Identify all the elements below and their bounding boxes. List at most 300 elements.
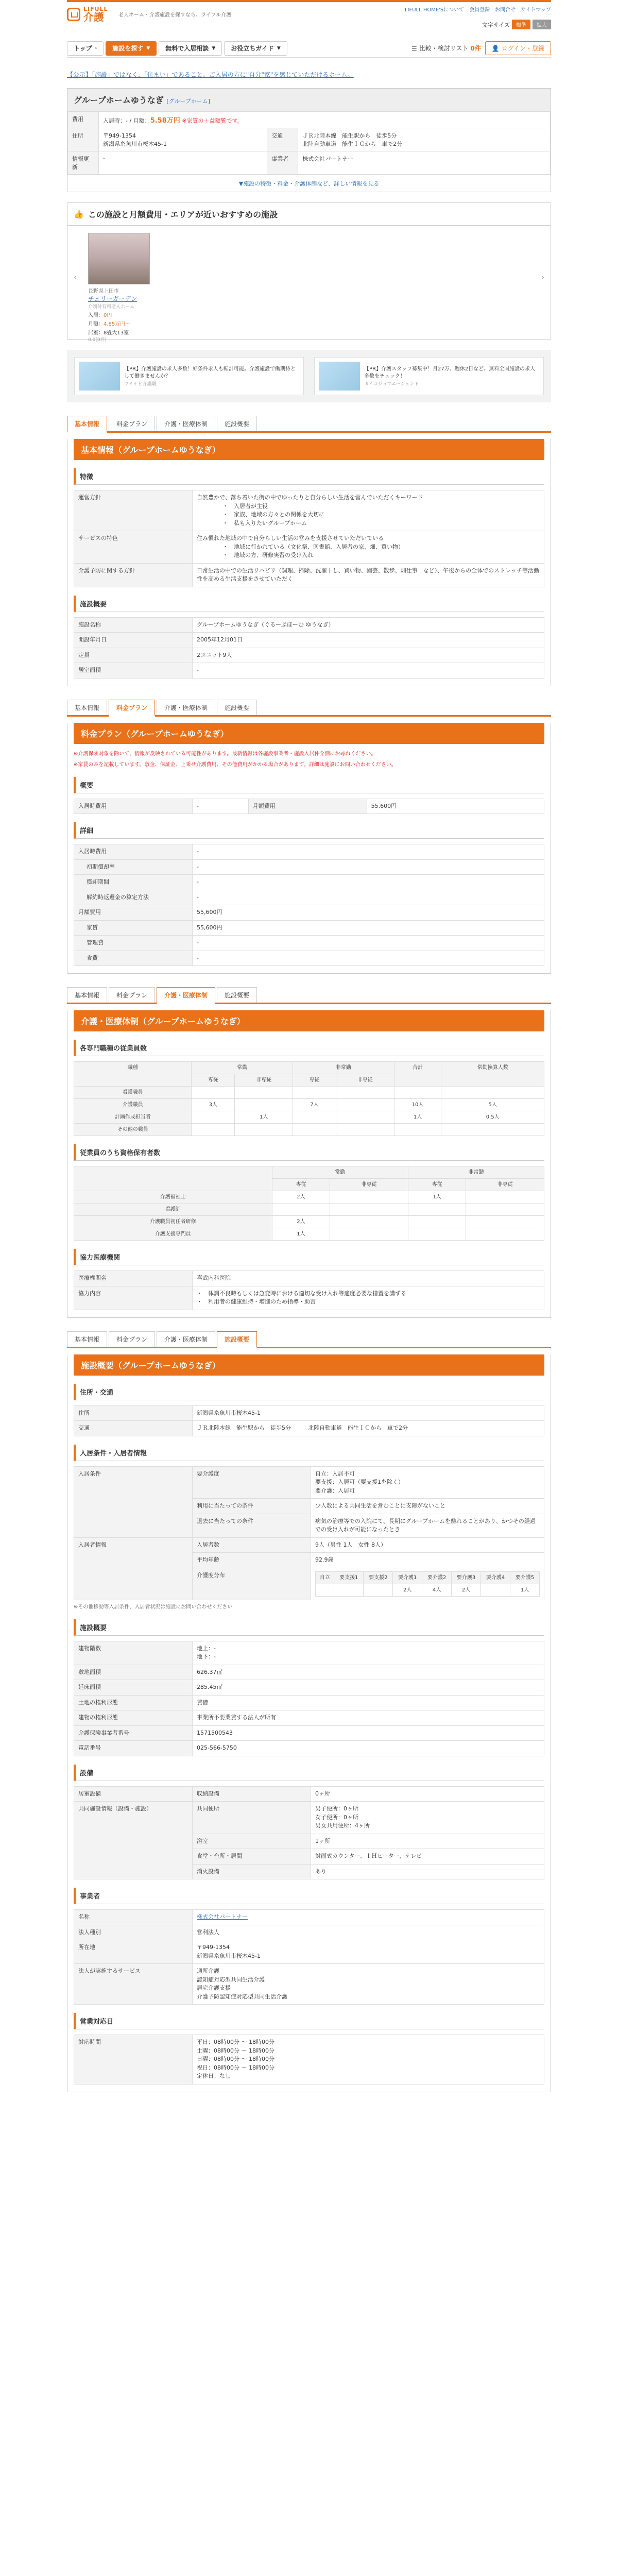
cell: 2人 bbox=[272, 1191, 330, 1204]
cell bbox=[441, 1087, 544, 1099]
row-value: 自立：入居不可 要支援：入居可（要支援1を除く） 要介護：入居可 bbox=[311, 1466, 544, 1499]
user-icon: 👤 bbox=[491, 45, 500, 52]
nav-guide[interactable] bbox=[224, 41, 287, 56]
ad-image bbox=[79, 362, 120, 391]
row-bullet: ・ 地域の方、研修実習の受け入れ bbox=[222, 552, 313, 558]
logo-brand: LIFULL bbox=[83, 6, 108, 12]
cell bbox=[466, 1191, 544, 1204]
row-value: 55,600円 bbox=[193, 920, 544, 936]
col-subheader: 非専従 bbox=[336, 1074, 394, 1087]
site-tagline: 老人ホーム・介護施設を探すなら、ライフル介護 bbox=[118, 12, 231, 18]
ad-image bbox=[319, 362, 360, 391]
cell: 2人 bbox=[272, 1216, 330, 1228]
cell bbox=[235, 1124, 293, 1136]
row-value: 少人数による共同生活を営むことに支障がないこと bbox=[311, 1499, 544, 1514]
facility-summary-card bbox=[67, 88, 551, 192]
section-tabs bbox=[67, 416, 551, 433]
cell bbox=[316, 1584, 334, 1596]
cell: 3人 bbox=[192, 1099, 235, 1111]
tab-basic[interactable]: 基本情報 bbox=[67, 416, 107, 433]
row-value: 日常生活の中での生活リハビリ（調理、掃除、洗濯干し、買い物、園芸、散歩、畑仕事 など）、午後からの全体でのストレッチ等活動性を高める生活支援をさせていただく bbox=[193, 563, 544, 587]
nav-top[interactable] bbox=[67, 41, 104, 56]
col-header: 要介護3 bbox=[452, 1571, 481, 1584]
row-value: 025-566-5750 bbox=[193, 1741, 544, 1756]
cell bbox=[235, 1087, 293, 1099]
tab-basic[interactable]: 基本情報 bbox=[67, 700, 107, 715]
cell bbox=[192, 1111, 235, 1124]
row-value: - bbox=[193, 844, 544, 860]
row-label: 電話番号 bbox=[74, 1741, 193, 1756]
carousel-prev-icon[interactable]: ‹ bbox=[74, 272, 77, 282]
tab-outline[interactable]: 施設概要 bbox=[217, 416, 257, 431]
tab-care[interactable]: 介護・医療体制 bbox=[157, 700, 215, 715]
col-header: 常勤換算人数 bbox=[441, 1062, 544, 1087]
cell bbox=[293, 1111, 336, 1124]
row-label: 法人種別 bbox=[74, 1925, 193, 1940]
tab-price[interactable]: 料金プラン bbox=[109, 987, 155, 1003]
compare-list-button[interactable] bbox=[411, 44, 481, 53]
operator-label: 事業者 bbox=[267, 151, 298, 175]
row-label: 入居時費用 bbox=[74, 844, 193, 860]
fee-value bbox=[99, 112, 551, 128]
login-label: ログイン・登録 bbox=[501, 45, 544, 52]
row-bullet: ・ 地域に行かれている（文化祭、図書館、入居者の家、畑、買い物） bbox=[222, 543, 404, 550]
cell bbox=[336, 1111, 394, 1124]
row-label: 浴室 bbox=[193, 1834, 311, 1849]
col-subheader: 専従 bbox=[408, 1179, 466, 1191]
tab-outline[interactable]: 施設概要 bbox=[217, 987, 257, 1003]
recommendation-type: 介護付有料老人ホーム bbox=[88, 304, 135, 310]
col-header: 非常勤 bbox=[293, 1062, 394, 1074]
row-label: 開設年月日 bbox=[74, 633, 193, 648]
cell bbox=[481, 1584, 510, 1596]
hours-heading: 営業対応日 bbox=[74, 2013, 544, 2029]
cell: 0.5人 bbox=[441, 1111, 544, 1124]
building-table bbox=[74, 1641, 544, 1756]
recommendations-title: この施設と月額費用・エリアが近いおすすめの施設 bbox=[88, 210, 278, 219]
row-value: 営利法人 bbox=[193, 1925, 544, 1940]
col-header: 要介護2 bbox=[422, 1571, 452, 1584]
qualification-table bbox=[74, 1166, 544, 1241]
cell bbox=[466, 1228, 544, 1241]
cell: 2人 bbox=[393, 1584, 422, 1596]
cell bbox=[330, 1191, 408, 1204]
cell bbox=[334, 1584, 364, 1596]
equipment-heading: 設備 bbox=[74, 1765, 544, 1781]
cell bbox=[192, 1087, 235, 1099]
recommendation-location: 長野県上田市 bbox=[88, 289, 119, 294]
access-label: 交通 bbox=[267, 128, 298, 151]
cell: 1人 bbox=[272, 1228, 330, 1241]
building-heading: 施設概要 bbox=[74, 1619, 544, 1636]
price-summary-heading: 概要 bbox=[74, 777, 544, 793]
row-label: 償却期間 bbox=[74, 875, 193, 890]
cell bbox=[408, 1204, 466, 1216]
row-text: 住み慣れた地域の中で自分らしい生活の営みを支援させていただいている bbox=[197, 535, 384, 541]
col-subheader: 専従 bbox=[192, 1074, 235, 1087]
row-value: 通所介護 認知症対応型共同生活介護 居宅介護支援 介護予防認知症対応型共同生活介護 bbox=[193, 1964, 544, 2005]
recommendation-entry-label: 入居： bbox=[88, 313, 104, 318]
row-value: 病気の治療等での入院にて、長期にグループホームを離れることがあり、かつその経過での受け入れが可能になったとき bbox=[311, 1514, 544, 1537]
compare-list-label: 比較・検討リスト bbox=[419, 45, 469, 52]
row-value: 〒949-1354 新潟県糸魚川市桜木45-1 bbox=[193, 1940, 544, 1964]
cell bbox=[336, 1099, 394, 1111]
tab-price[interactable]: 料金プラン bbox=[109, 1331, 155, 1347]
row-value: 626.37㎡ bbox=[193, 1665, 544, 1680]
qualification-heading: 従業員のうち資格保有者数 bbox=[74, 1144, 544, 1161]
entry-fee-label: 入居時費用 bbox=[74, 799, 193, 814]
monthly-fee-value: 55,600円 bbox=[367, 799, 544, 814]
price-note: ※介護保険対象を除いて、情報が反映されている可能性があります。最新情報は各施設事業者・施設入居仲介側にお尋ねください。 bbox=[74, 751, 376, 757]
row-label: 所在地 bbox=[74, 1940, 193, 1964]
recommendation-room-value: 8畳大13室 bbox=[104, 330, 129, 336]
row-label: 管理費 bbox=[74, 936, 193, 951]
equipment-table bbox=[74, 1786, 544, 1880]
site-header bbox=[67, 0, 551, 39]
row-label: 介護度分布 bbox=[193, 1568, 311, 1600]
group-label: 居室設備 bbox=[74, 1786, 193, 1802]
utility-link-about[interactable]: LIFULL HOME'Sについて bbox=[404, 7, 465, 13]
basic-info-heading: 基本情報（グループホームゆうなぎ） bbox=[74, 439, 544, 460]
row-label: 消火設備 bbox=[193, 1864, 311, 1879]
nav-top-label: トップ bbox=[74, 45, 92, 52]
facility-summary-table bbox=[67, 111, 551, 175]
row-label: 土地の権利形態 bbox=[74, 1695, 193, 1710]
price-heading: 料金プラン（グループホームゆうなぎ） bbox=[74, 723, 544, 744]
row-label: 解約時返還金の算定方法 bbox=[74, 890, 193, 905]
font-size-standard-button[interactable]: 標準 bbox=[512, 20, 530, 29]
row-label: 介護予防に関する方針 bbox=[74, 563, 193, 587]
row-value: 賃借 bbox=[193, 1695, 544, 1710]
main-nav bbox=[67, 39, 551, 58]
row-value: - bbox=[193, 936, 544, 951]
row-label: 共同便所 bbox=[193, 1802, 311, 1834]
carousel-next-icon[interactable]: › bbox=[541, 272, 544, 282]
business-heading: 事業者 bbox=[74, 1888, 544, 1904]
care-heading: 介護・医療体制（グループホームゆうなぎ） bbox=[74, 1010, 544, 1031]
basic-info-section bbox=[67, 439, 551, 686]
tab-basic[interactable]: 基本情報 bbox=[67, 987, 107, 1003]
row-label: 月額費用 bbox=[74, 905, 193, 921]
notice-link[interactable]: 【公示】「施設」ではなく、「住まい」であること。ご入居の方に"自分"家"を感じていただけるホーム。 bbox=[67, 71, 354, 78]
row-label: 敷地面積 bbox=[74, 1665, 193, 1680]
group-label: 共同施設情報（設備・施設） bbox=[74, 1802, 193, 1879]
facility-title bbox=[67, 89, 551, 111]
row-label: 医療機関名 bbox=[74, 1271, 193, 1286]
row-value: 地上：- 地下：- bbox=[193, 1641, 544, 1665]
feature-heading: 特徴 bbox=[74, 468, 544, 485]
cell: 1人 bbox=[235, 1111, 293, 1124]
row-label: 介護職員 bbox=[74, 1099, 192, 1111]
row-label: 定員 bbox=[74, 648, 193, 663]
row-value: - bbox=[193, 951, 544, 966]
care-section bbox=[67, 1010, 551, 1318]
cell: 7人 bbox=[293, 1099, 336, 1111]
ad-banners bbox=[67, 350, 551, 402]
outline-section bbox=[67, 1354, 551, 2092]
tab-care[interactable]: 介護・医療体制 bbox=[157, 1331, 215, 1347]
row-label: 建物の権利形態 bbox=[74, 1710, 193, 1726]
site-logo[interactable] bbox=[67, 6, 108, 22]
fee-label: 費用 bbox=[68, 112, 99, 128]
row-label: サービスの特色 bbox=[74, 531, 193, 564]
row-label: 住所 bbox=[74, 1405, 193, 1421]
col-subheader: 非専従 bbox=[466, 1179, 544, 1191]
cell bbox=[330, 1228, 408, 1241]
status-label: 情報更新 bbox=[68, 151, 99, 175]
row-label: 看護職員 bbox=[74, 1087, 192, 1099]
login-button[interactable] bbox=[485, 41, 551, 55]
cell bbox=[466, 1216, 544, 1228]
fee-mid: / 月額： bbox=[127, 117, 150, 124]
row-label: 居室面積 bbox=[74, 663, 193, 679]
col-subheader: 専従 bbox=[272, 1179, 330, 1191]
row-label: 介護支援専門員 bbox=[74, 1228, 272, 1241]
cell: 4人 bbox=[422, 1584, 452, 1596]
chevron-right-icon: › bbox=[95, 45, 97, 51]
cell bbox=[235, 1099, 293, 1111]
row-value: 55,600円 bbox=[193, 905, 544, 921]
col-subheader: 専従 bbox=[293, 1074, 336, 1087]
font-size-control bbox=[482, 20, 551, 29]
cell bbox=[466, 1204, 544, 1216]
facility-type-link[interactable]: [グループホーム] bbox=[166, 98, 211, 105]
recommendations-carousel bbox=[67, 226, 551, 343]
utility-link-contact[interactable]: お問合せ bbox=[495, 7, 516, 13]
conditions-note: ※その他移動等入居条件、入居者状況は施設にお問い合わせください bbox=[74, 1604, 233, 1610]
recommendation-room bbox=[88, 328, 150, 336]
row-value bbox=[193, 531, 544, 564]
recommendation-monthly-label: 月額： bbox=[88, 321, 104, 327]
row-label: 食堂・台所・居間 bbox=[193, 1849, 311, 1865]
price-summary-table bbox=[74, 799, 544, 815]
coop-heading: 協力医療機関 bbox=[74, 1249, 544, 1265]
row-label: 法人が実施するサービス bbox=[74, 1964, 193, 2005]
col-header: 要支援1 bbox=[334, 1571, 364, 1584]
section-tabs bbox=[67, 987, 551, 1004]
col-header: 非常勤 bbox=[408, 1166, 544, 1179]
row-value: 対面式カウンター、ＩＨヒーター、テレビ bbox=[311, 1849, 544, 1865]
cell bbox=[272, 1204, 330, 1216]
conditions-table bbox=[74, 1466, 544, 1600]
cell: 1人 bbox=[408, 1191, 466, 1204]
row-label: 退去に当たっての条件 bbox=[193, 1514, 311, 1537]
access-value: ＪＲ北陸本線 能生駅から 徒歩5分 北陸自動車道 能生ＩＣから 車で2分 bbox=[298, 128, 551, 151]
section-tabs bbox=[67, 1331, 551, 1348]
row-value: 1571500543 bbox=[193, 1725, 544, 1741]
utility-link-sitemap[interactable]: サイトマップ bbox=[521, 7, 551, 13]
price-detail-table bbox=[74, 844, 544, 966]
row-label: 運営方針 bbox=[74, 490, 193, 531]
row-label: 食費 bbox=[74, 951, 193, 966]
row-label: 施設名称 bbox=[74, 617, 193, 633]
col-header: 常勤 bbox=[192, 1062, 293, 1074]
row-value: 男子便所：0ヶ所 女子便所：0ヶ所 男女共用便所：4ヶ所 bbox=[311, 1802, 544, 1834]
row-value: ＪＲ北陸本線 能生駅から 徒歩5分 北陸自動車道 能生ＩＣから 車で2分 bbox=[193, 1421, 544, 1436]
cell bbox=[293, 1124, 336, 1136]
utility-links bbox=[405, 5, 551, 13]
row-label: その他の職員 bbox=[74, 1124, 192, 1136]
group-label: 入居者情報 bbox=[74, 1537, 193, 1600]
col-header: 要介護4 bbox=[481, 1571, 510, 1584]
row-bullet: ・ 私も入りたいグループホーム bbox=[222, 519, 307, 527]
row-value: - bbox=[193, 663, 544, 679]
tab-price[interactable]: 料金プラン bbox=[109, 700, 155, 717]
cell bbox=[441, 1124, 544, 1136]
row-text: 自然豊かで、落ち着いた街の中でゆったりと自分らしい生活を営んでいただくキーワード bbox=[197, 494, 423, 501]
col-header: 自立 bbox=[316, 1571, 334, 1584]
ad-source: カイゴジョブエージェント bbox=[364, 381, 419, 387]
operator-value: 株式会社パートナー bbox=[298, 151, 551, 175]
row-bullet: ・ 入居者が主役 bbox=[222, 502, 268, 510]
monthly-fee-label: 月額費用 bbox=[248, 799, 367, 814]
row-label: 初期償却率 bbox=[74, 859, 193, 875]
row-label: 協力内容 bbox=[74, 1286, 193, 1310]
col-subheader: 非専従 bbox=[235, 1074, 293, 1087]
fee-monthly: 5.58万円 bbox=[150, 117, 180, 125]
row-label: 対応時間 bbox=[74, 2035, 193, 2084]
outline-heading: 施設概要（グループホームゆうなぎ） bbox=[74, 1354, 544, 1376]
coop-table bbox=[74, 1270, 544, 1310]
care-level-table bbox=[315, 1571, 540, 1597]
cell bbox=[330, 1216, 408, 1228]
cell bbox=[394, 1124, 441, 1136]
recommendations-heading bbox=[67, 203, 551, 226]
facility-type: グループホーム bbox=[168, 98, 208, 105]
row-value: 92.9歳 bbox=[311, 1553, 544, 1568]
cell: 2人 bbox=[452, 1584, 481, 1596]
row-label: 入居者数 bbox=[193, 1537, 311, 1553]
cell: 10人 bbox=[394, 1099, 441, 1111]
tab-basic[interactable]: 基本情報 bbox=[67, 1331, 107, 1347]
ad-banner[interactable] bbox=[74, 357, 304, 395]
recommendation-room-label: 居室： bbox=[88, 330, 104, 336]
recommendation-name[interactable]: チェリーガーデン bbox=[88, 295, 138, 302]
cell bbox=[192, 1124, 235, 1136]
business-table bbox=[74, 1909, 544, 2005]
recommendation-rating: 0.0(0件) bbox=[88, 337, 107, 343]
house-icon bbox=[67, 8, 80, 21]
staff-heading: 各専門職種の従業員数 bbox=[74, 1040, 544, 1056]
fee-prefix: 入居時： bbox=[103, 117, 126, 124]
fee-note: ※家賃の＋益額覧です。 bbox=[182, 117, 243, 124]
cell bbox=[408, 1216, 466, 1228]
tab-care[interactable]: 介護・医療体制 bbox=[157, 987, 215, 1004]
chevron-down-icon: ▼ bbox=[146, 45, 150, 51]
facility-name: グループホームゆうなぎ bbox=[74, 95, 164, 105]
row-value: 平日：08時00分 ～ 18時00分 土曜：08時00分 ～ 18時00分 日曜：08時00分 ～ 18時00分 祝日：08時00分 ～ 18時00分 定休日：なし bbox=[193, 2035, 544, 2084]
row-value: 新潟県糸魚川市桜木45-1 bbox=[193, 1405, 544, 1421]
col-header: 常勤 bbox=[272, 1166, 408, 1179]
row-value: 事業所不要業賃する法人が所有 bbox=[193, 1710, 544, 1726]
row-label: 介護保険事業者番号 bbox=[74, 1725, 193, 1741]
row-label: 収納設備 bbox=[193, 1786, 311, 1802]
cell bbox=[364, 1584, 393, 1596]
operator-link[interactable]: 株式会社パートナー bbox=[197, 1913, 248, 1920]
row-label: 延床面積 bbox=[74, 1680, 193, 1696]
row-value: あり bbox=[311, 1864, 544, 1879]
status-value: - bbox=[99, 151, 267, 175]
row-value: 1ヶ所 bbox=[311, 1834, 544, 1849]
cell: 1人 bbox=[394, 1111, 441, 1124]
thumbs-up-icon: 👍 bbox=[74, 209, 84, 219]
recommendation-card[interactable] bbox=[88, 233, 150, 343]
chevron-down-icon: ▼ bbox=[277, 45, 281, 51]
tab-outline[interactable]: 施設概要 bbox=[217, 1331, 257, 1348]
row-value: 2005年12月01日 bbox=[193, 633, 544, 648]
col-subheader: 非専従 bbox=[330, 1179, 408, 1191]
conditions-heading: 入居条件・入居者情報 bbox=[74, 1445, 544, 1461]
row-label: 平均年齢 bbox=[193, 1553, 311, 1568]
row-value: 285.45㎡ bbox=[193, 1680, 544, 1696]
ad-source: マイナビ介護職 bbox=[124, 381, 157, 387]
staff-table bbox=[74, 1061, 544, 1136]
row-label: 要介護度 bbox=[193, 1466, 311, 1499]
ad-text: 【PR】介護施設の求人多数！好条件求人も転計可能。介護施設で働期待として働きませんか？ bbox=[124, 366, 296, 379]
row-value: 2ユニット9人 bbox=[193, 648, 544, 663]
address-label: 住所 bbox=[68, 128, 99, 151]
clipboard-icon: ☰ bbox=[411, 44, 417, 52]
recommendations-panel bbox=[67, 202, 551, 343]
nav-search[interactable] bbox=[106, 41, 157, 56]
section-tabs bbox=[67, 700, 551, 717]
row-value: 喜武内科医院 bbox=[193, 1271, 544, 1286]
row-label: 看護師 bbox=[74, 1204, 272, 1216]
row-value: - bbox=[193, 890, 544, 905]
col-header: 要支援2 bbox=[364, 1571, 393, 1584]
row-value bbox=[193, 490, 544, 531]
row-label: 家賃 bbox=[74, 920, 193, 936]
cell bbox=[336, 1087, 394, 1099]
tab-outline[interactable]: 施設概要 bbox=[217, 700, 257, 715]
font-size-label: 文字サイズ bbox=[482, 21, 510, 28]
chevron-down-icon: ▼ bbox=[212, 45, 216, 51]
row-label: 名称 bbox=[74, 1910, 193, 1925]
nav-consult[interactable] bbox=[159, 41, 222, 56]
utility-link-register[interactable]: 会員登録 bbox=[469, 7, 490, 13]
details-link[interactable]: ▼施設の特徴・料金・介護体制など、詳しい情報を見る bbox=[67, 175, 551, 192]
row-label: 建物階数 bbox=[74, 1641, 193, 1665]
zip-code: 〒949-1354 bbox=[103, 132, 136, 139]
ad-text: 【PR】介護スタッフ募集中！月27万、週休2日など、無料全国施設の求人多数をチェック！ bbox=[364, 366, 536, 379]
group-label: 入居条件 bbox=[74, 1466, 193, 1537]
row-value: 9人（男性 1人 女性 8人） bbox=[311, 1537, 544, 1553]
overview-heading: 施設概要 bbox=[74, 596, 544, 612]
row-label: 交通 bbox=[74, 1421, 193, 1436]
tab-price[interactable]: 料金プラン bbox=[109, 416, 155, 431]
font-size-large-button[interactable]: 拡大 bbox=[533, 20, 551, 29]
feature-table bbox=[74, 490, 544, 587]
row-value: - bbox=[193, 859, 544, 875]
row-value: グループホームゆうなぎ（ぐるーぷほーむ ゆうなぎ） bbox=[193, 617, 544, 633]
cell bbox=[336, 1124, 394, 1136]
col-header: 要介護1 bbox=[393, 1571, 422, 1584]
tab-care[interactable]: 介護・医療体制 bbox=[157, 416, 215, 431]
col-header: 職種 bbox=[74, 1062, 192, 1087]
recommendation-entry bbox=[88, 311, 150, 318]
cell bbox=[408, 1228, 466, 1241]
recommendation-monthly bbox=[88, 319, 150, 327]
hours-table bbox=[74, 2035, 544, 2084]
col-header bbox=[74, 1166, 272, 1191]
cell: 1人 bbox=[510, 1584, 540, 1596]
cell bbox=[330, 1204, 408, 1216]
cell: 5人 bbox=[441, 1099, 544, 1111]
ad-banner[interactable] bbox=[314, 357, 544, 395]
address-value bbox=[99, 128, 267, 151]
nav-search-label: 施設を探す bbox=[112, 45, 144, 52]
compare-list-count: 0件 bbox=[470, 45, 481, 52]
